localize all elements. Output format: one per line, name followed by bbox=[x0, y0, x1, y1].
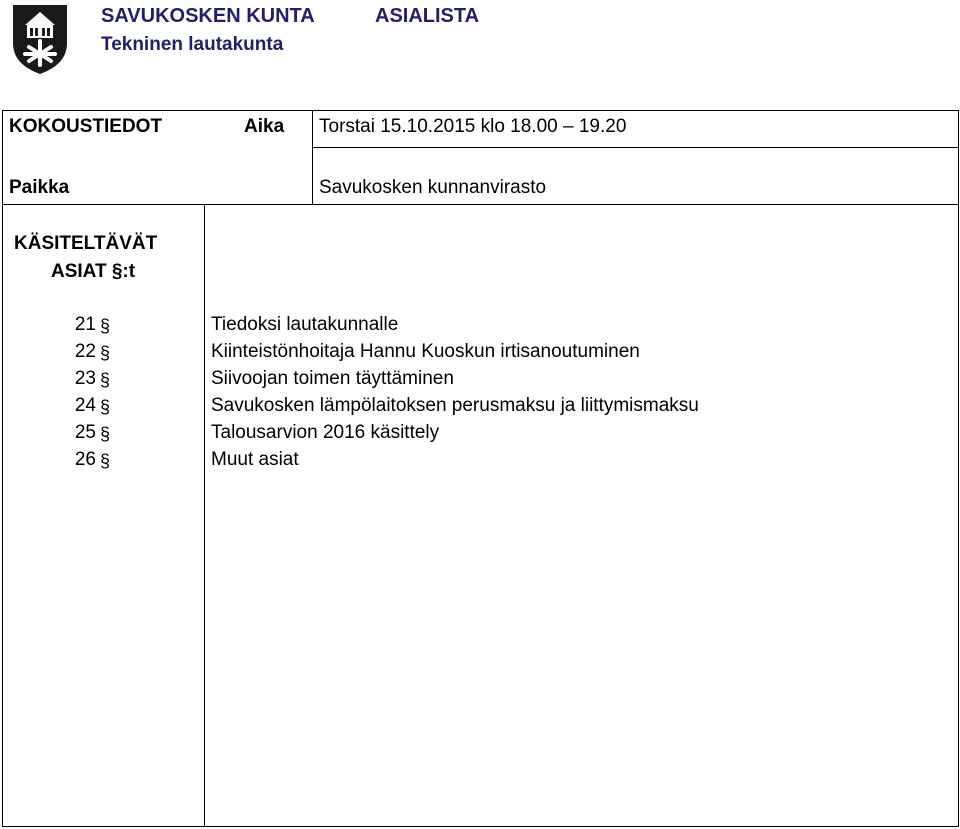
table-divider bbox=[312, 110, 313, 204]
svg-text:§: § bbox=[100, 343, 111, 363]
time-value: Torstai 15.10.2015 klo 18.00 – 19.20 bbox=[319, 116, 627, 137]
svg-text:§: § bbox=[100, 424, 111, 444]
list-item bbox=[0, 368, 960, 395]
item-title: Kiinteistönhoitaja Hannu Kuoskun irtisanoutuminen bbox=[211, 341, 640, 362]
section-sign-icon bbox=[98, 424, 118, 444]
table-divider bbox=[204, 204, 205, 827]
section-sign-icon bbox=[98, 316, 118, 336]
section-sign-icon bbox=[98, 451, 118, 471]
section-sign-icon bbox=[98, 343, 118, 363]
list-item bbox=[0, 449, 960, 476]
item-title: Tiedoksi lautakunnalle bbox=[211, 314, 399, 335]
item-title: Savukosken lämpölaitoksen perusmaksu ja liittymismaksu bbox=[211, 395, 699, 416]
list-item bbox=[0, 314, 960, 341]
table-divider bbox=[312, 147, 959, 148]
item-number: 23 bbox=[74, 368, 96, 389]
item-number: 24 bbox=[74, 395, 96, 416]
svg-text:§: § bbox=[100, 370, 111, 390]
list-item bbox=[0, 395, 960, 422]
municipal-coat-of-arms-icon bbox=[11, 3, 69, 75]
svg-text:§: § bbox=[100, 451, 111, 471]
item-number: 25 bbox=[74, 422, 96, 443]
place-value: Savukosken kunnanvirasto bbox=[319, 177, 547, 198]
place-label: Paikka bbox=[9, 177, 70, 198]
item-title: Muut asiat bbox=[211, 449, 299, 470]
svg-text:§: § bbox=[100, 397, 111, 417]
organization-name: SAVUKOSKEN KUNTA bbox=[101, 5, 315, 27]
time-label: Aika bbox=[244, 116, 285, 137]
item-title: Talousarvion 2016 käsittely bbox=[211, 422, 440, 443]
svg-text:§: § bbox=[100, 316, 111, 336]
table-divider bbox=[2, 204, 959, 205]
item-number: 26 bbox=[74, 449, 96, 470]
meeting-section-label: KOKOUSTIEDOT bbox=[9, 116, 163, 137]
department-name: Tekninen lautakunta bbox=[101, 34, 284, 55]
item-number: 22 bbox=[74, 341, 96, 362]
section-sign-icon bbox=[98, 370, 118, 390]
item-number: 21 bbox=[74, 314, 96, 335]
list-item bbox=[0, 341, 960, 368]
agenda-heading-line2: ASIAT §:t bbox=[51, 261, 136, 282]
agenda-heading-line1: KÄSITELTÄVÄT bbox=[14, 233, 158, 254]
item-title: Siivoojan toimen täyttäminen bbox=[211, 368, 454, 389]
document-type: ASIALISTA bbox=[375, 5, 480, 27]
section-sign-icon bbox=[98, 397, 118, 417]
list-item bbox=[0, 422, 960, 449]
